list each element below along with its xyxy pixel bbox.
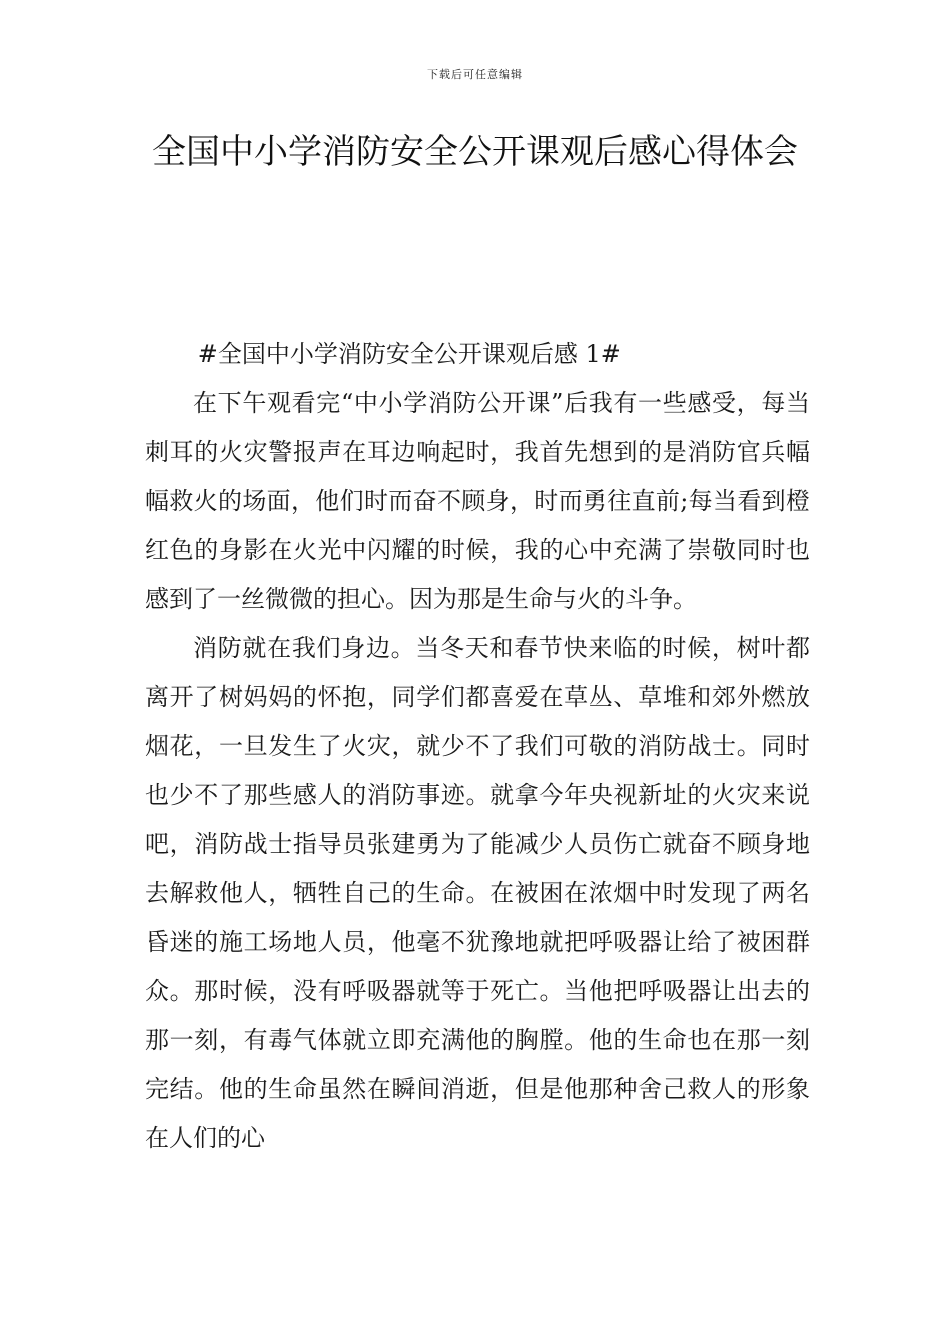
document-body [145,330,810,1163]
paragraph: 消防就在我们身边。当冬天和春节快来临的时候，树叶都离开了树妈妈的怀抱，同学们都喜爱在草丛、草堆和郊外燃放烟花，一旦发生了火灾，就少不了我们可敬的消防战士。同时也少不了那些感人的消防事迹。就拿今年央视新址的火灾来说吧，消防战士指导员张建勇为了能减少人员伤亡就奋不顾身地去解救他人，牺牲自己的生命。在被困在浓烟中时发现了两名昏迷的施工场地人员，他毫不犹豫地就把呼吸器让给了被困群众。那时候，没有呼吸器就等于死亡。当他把呼吸器让出去的那一刻，有毒气体就立即充满他的胸膛。他的生命也在那一刻完结。他的生命虽然在瞬间消逝，但是他那种舍己救人的形象在人们的心 [145,634,810,1152]
header-note: 下载后可任意编辑 [427,68,523,81]
document-title: 全国中小学消防安全公开课观后感心得体会 [152,132,798,172]
section-subheading: #全国中小学消防安全公开课观后感 1# [197,340,621,368]
paragraph: 在下午观看完“中小学消防公开课”后我有一些感受，每当刺耳的火灾警报声在耳边响起时，我首先想到的是消防官兵幅幅救火的场面，他们时而奋不顾身，时而勇往直前;每当看到橙红色的身影在火光中闪耀的时候，我的心中充满了崇敬同时也感到了一丝微微的担心。因为那是生命与火的斗争。 [145,389,810,613]
